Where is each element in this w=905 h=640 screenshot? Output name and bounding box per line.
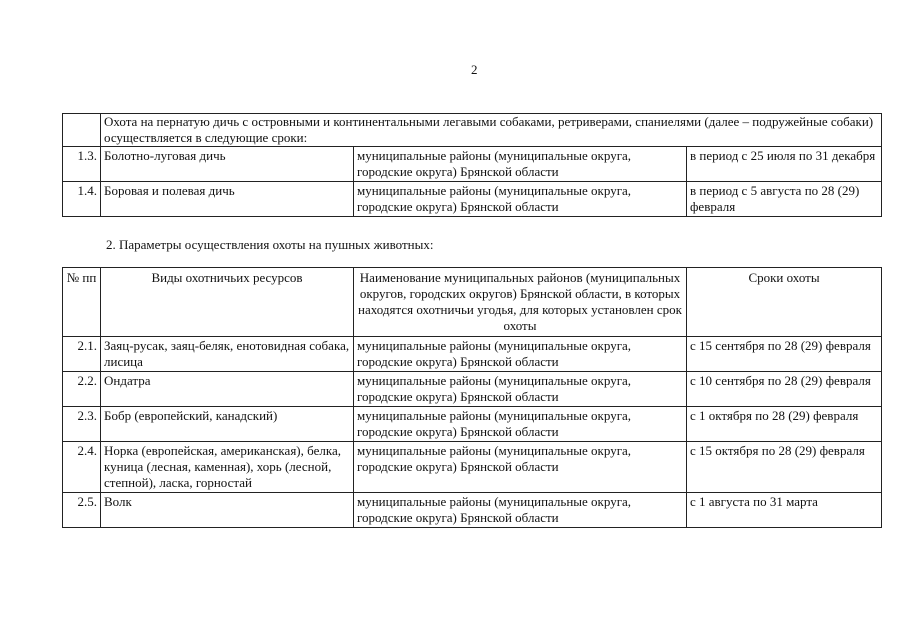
table-row — [63, 182, 882, 217]
area-cell: муниципальные районы (муниципальные округа, городские округа) Брянской области — [354, 372, 687, 407]
table-row — [63, 114, 882, 147]
term-cell: с 1 августа по 31 марта — [687, 493, 882, 528]
species-cell: Болотно-луговая дичь — [101, 147, 354, 182]
species-cell: Боровая и полевая дичь — [101, 182, 354, 217]
table-row — [63, 372, 882, 407]
table-row — [63, 337, 882, 372]
term-cell: с 10 сентября по 28 (29) февраля — [687, 372, 882, 407]
header-number: № пп — [63, 268, 101, 337]
area-cell: муниципальные районы (муниципальные округа, городские округа) Брянской области — [354, 337, 687, 372]
row-number: 2.3. — [63, 407, 101, 442]
header-species: Виды охотничьих ресурсов — [101, 268, 354, 337]
species-cell: Бобр (европейский, канадский) — [101, 407, 354, 442]
term-cell: с 15 сентября по 28 (29) февраля — [687, 337, 882, 372]
table-row — [63, 442, 882, 493]
table-row — [63, 147, 882, 182]
table-intro-text: Охота на пернатую дичь с островными и континентальными легавыми собаками, ретриверами, спаниелями (далее – подружейные собаки) осуществляется в следующие сроки: — [101, 114, 882, 147]
section-heading: 2. Параметры осуществления охоты на пушных животных: — [106, 237, 434, 252]
area-cell: муниципальные районы (муниципальные округа, городские округа) Брянской области — [354, 147, 687, 182]
page-number: 2 — [471, 62, 478, 77]
row-number: 1.4. — [63, 182, 101, 217]
row-number: 2.2. — [63, 372, 101, 407]
row-number: 2.4. — [63, 442, 101, 493]
row-number: 2.1. — [63, 337, 101, 372]
species-cell: Ондатра — [101, 372, 354, 407]
row-number: 2.5. — [63, 493, 101, 528]
table-header-row — [63, 268, 882, 337]
species-cell: Заяц-русак, заяц-беляк, енотовидная собака, лисица — [101, 337, 354, 372]
hunting-terms-table-fur-animals — [62, 267, 882, 528]
term-cell: в период с 5 августа по 28 (29) февраля — [687, 182, 882, 217]
hunting-terms-table-feathered-game — [62, 113, 882, 217]
species-cell: Волк — [101, 493, 354, 528]
area-cell: муниципальные районы (муниципальные округа, городские округа) Брянской области — [354, 182, 687, 217]
term-cell: с 1 октября по 28 (29) февраля — [687, 407, 882, 442]
term-cell: с 15 октября по 28 (29) февраля — [687, 442, 882, 493]
header-area: Наименование муниципальных районов (муниципальных округов, городских округов) Брянской области, в которых находятся охотничьи угодья, для которых установлен срок охоты — [354, 268, 687, 337]
header-term: Сроки охоты — [687, 268, 882, 337]
row-number: 1.3. — [63, 147, 101, 182]
area-cell: муниципальные районы (муниципальные округа, городские округа) Брянской области — [354, 493, 687, 528]
area-cell: муниципальные районы (муниципальные округа, городские округа) Брянской области — [354, 407, 687, 442]
table-cell-empty — [63, 114, 101, 147]
species-cell: Норка (европейская, американская), белка, куница (лесная, каменная), хорь (лесной, степной), ласка, горностай — [101, 442, 354, 493]
area-cell: муниципальные районы (муниципальные округа, городские округа) Брянской области — [354, 442, 687, 493]
term-cell: в период с 25 июля по 31 декабря — [687, 147, 882, 182]
table-row — [63, 493, 882, 528]
table-row — [63, 407, 882, 442]
